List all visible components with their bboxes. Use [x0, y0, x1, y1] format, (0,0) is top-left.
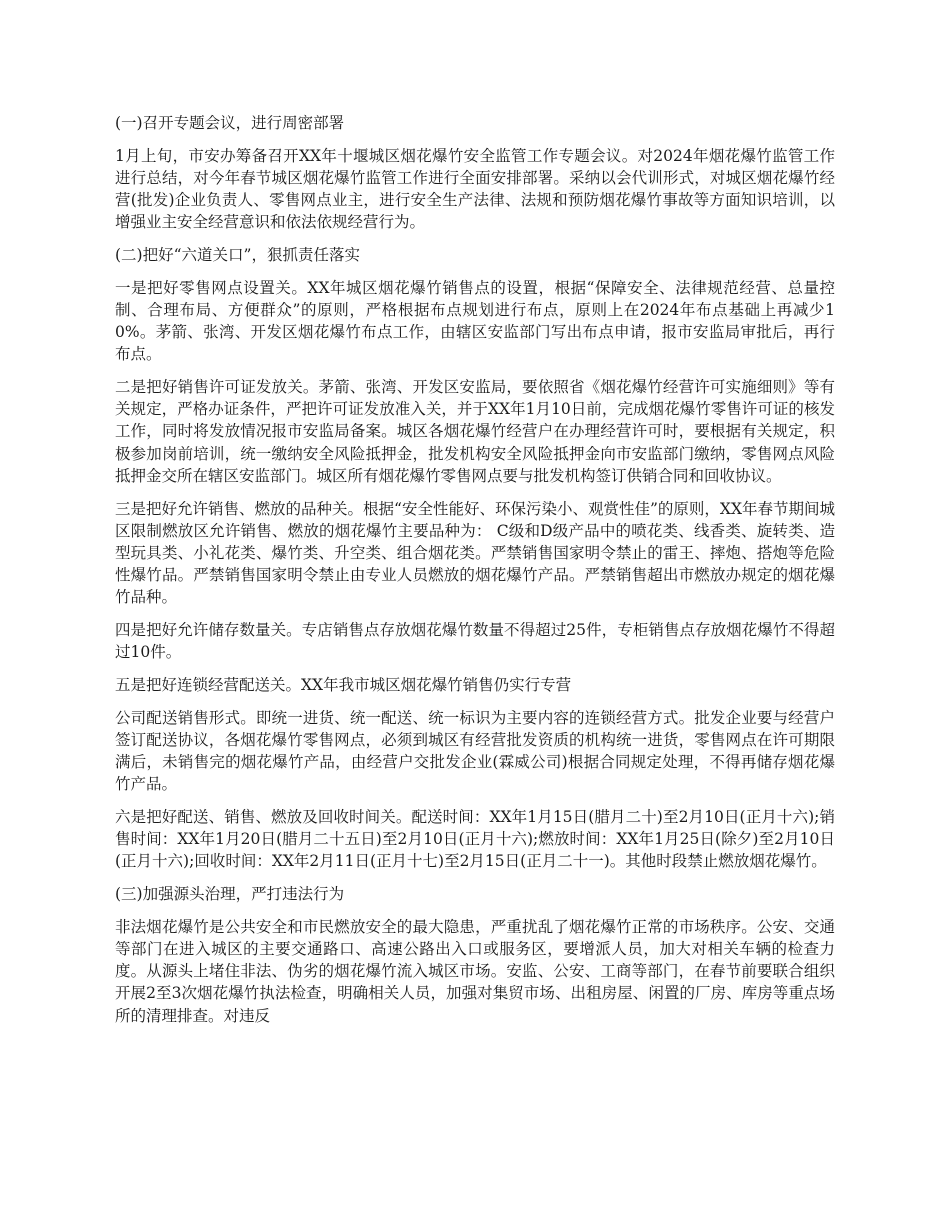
- paragraph-distribution: 公司配送销售形式。即统一进货、统一配送、统一标识为主要内容的连锁经营方式。批发企业要与经营户签订配送协议，各烟花爆竹零售网点，必须到城区有经营批发资质的机构统一进货，零售网点在许可期限满后，未销售完的烟花爆竹产品，由经营户交批发企业(霖威公司)根据合同规定处理，不得再储存烟花爆竹产品。: [115, 708, 835, 794]
- paragraph-license: 二是把好销售许可证发放关。茅箭、张湾、开发区安监局，要依照省《烟花爆竹经营许可实施细则》等有关规定，严格办证条件，严把许可证发放准入关，并于XX年1月10日前，完成烟花爆竹零售许可证的核发工作，同时将发放情况报市安监局备案。城区各烟花爆竹经营户在办理经营许可时，要根据有关规定，积极参加岗前培训，统一缴纳安全风险抵押金，批发机构安全风险抵押金向市安监部门缴纳，零售网点风险抵押金交所在辖区安监部门。城区所有烟花爆竹零售网点要与批发机构签订供销合同和回收协议。: [115, 378, 835, 485]
- section-heading-2: (二)把好“六道关口”，狠抓责任落实: [115, 246, 360, 265]
- paragraph-varieties: 三是把好允许销售、燃放的品种关。根据“安全性能好、环保污染小、观赏性佳”的原则，XX年春节期间城区限制燃放区允许销售、燃放的烟花爆竹主要品种为： C级和D级产品中的喷花类、线香类、旋转类、造型玩具类、小礼花类、爆竹类、升空类、组合烟花类。严禁销售国家明令禁止的雷王、摔炮、搭炮等危险性爆竹品。严禁销售国家明令禁止由专业人员燃放的烟花爆竹产品。严禁销售超出市燃放办规定的烟花爆竹品种。: [115, 499, 835, 607]
- paragraph-timeline: 六是把好配送、销售、燃放及回收时间关。配送时间：XX年1月15日(腊月二十)至2月10日(正月十六);销售时间：XX年1月20日(腊月二十五日)至2月10日(正月十六);燃放时间：XX年1月25日(除夕)至2月10日(正月十六);回收时间：XX年2月11日(正月十七)至2月15日(正月二十一)。其他时段禁止燃放烟花爆竹。: [115, 807, 835, 871]
- paragraph-storage: 四是把好允许储存数量关。专店销售点存放烟花爆竹数量不得超过25件，专柜销售点存放烟花爆竹不得超过10件。: [115, 621, 835, 662]
- section-heading-3: (三)加强源头治理，严打违法行为: [115, 885, 345, 904]
- document-body: [115, 112, 835, 1037]
- paragraph-meeting: 1月上旬，市安办筹备召开XX年十堰城区烟花爆竹安全监管工作专题会议。对2024年烟花爆竹监管工作进行总结，对今年春节城区烟花爆竹监管工作进行全面安排部署。采纳以会代训形式，对城区烟花爆竹经营(批发)企业负责人、零售网点业主，进行安全生产法律、法规和预防烟花爆竹事故等方面知识培训，以增强业主安全经营意识和依法依规经营行为。: [115, 146, 835, 232]
- paragraph-source-control: 非法烟花爆竹是公共安全和市民燃放安全的最大隐患，严重扰乱了烟花爆竹正常的市场秩序。公安、交通等部门在进入城区的主要交通路口、高速公路出入口或服务区，要增派人员，加大对相关车辆的检查力度。从源头上堵住非法、伪劣的烟花爆竹流入城区市场。安监、公安、工商等部门，在春节前要联合组织开展2至3次烟花爆竹执法检查，明确相关人员，加强对集贸市场、出租房屋、闲置的厂房、库房等重点场所的清理排查。对违反: [115, 917, 835, 1025]
- paragraph-retail-outlets: 一是把好零售网点设置关。XX年城区烟花爆竹销售点的设置，根据“保障安全、法律规范经营、总量控制、合理布局、方便群众”的原则，严格根据布点规划进行布点，原则上在2024年布点基础上再减少10%。茅箭、张湾、开发区烟花爆竹布点工作，由辖区安监部门写出布点申请，报市安监局审批后，再行布点。: [115, 278, 835, 364]
- section-heading-1: (一)召开专题会议，进行周密部署: [115, 114, 345, 132]
- paragraph-chain-operation: 五是把好连锁经营配送关。XX年我市城区烟花爆竹销售仍实行专营: [115, 675, 572, 694]
